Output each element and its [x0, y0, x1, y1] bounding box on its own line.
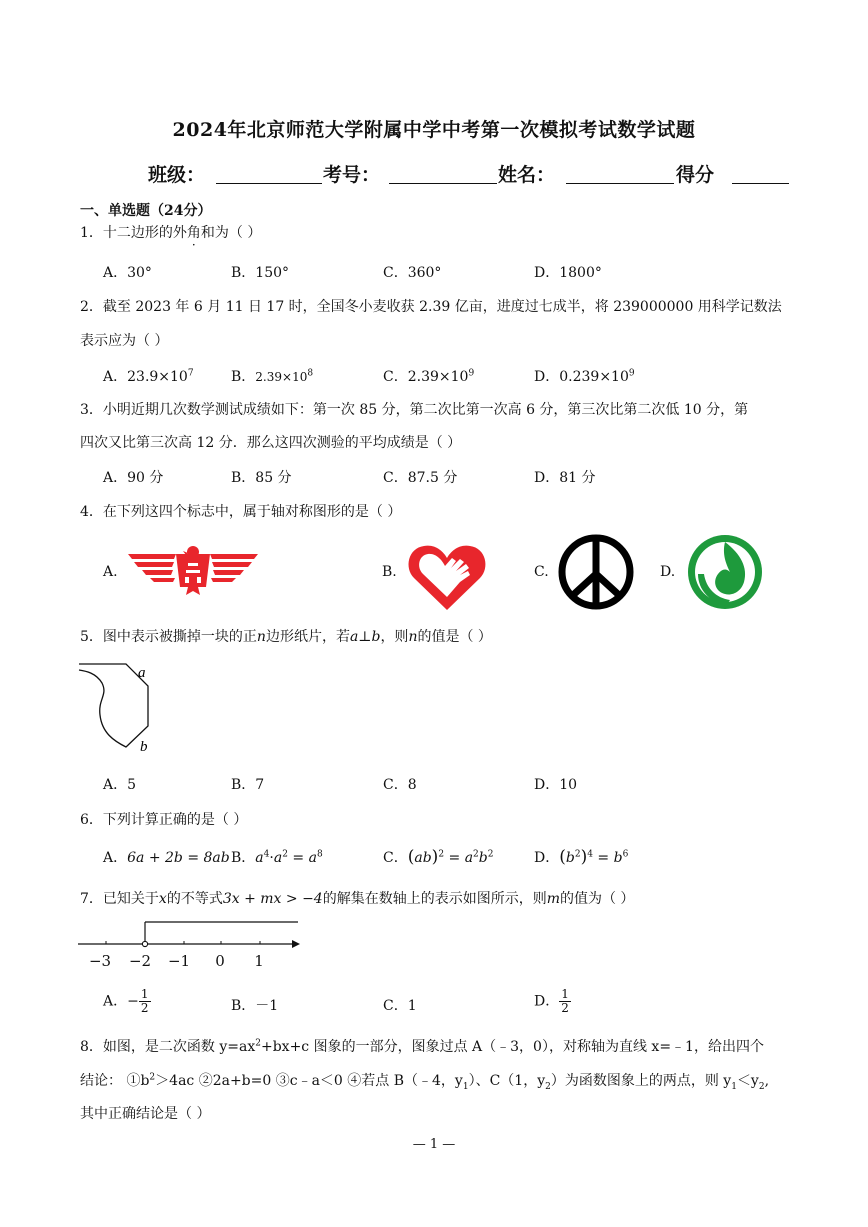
name-blank[interactable]	[566, 183, 674, 184]
exam-no-label: 考号：	[323, 164, 381, 186]
q1-option-d: D．1800°	[534, 265, 602, 281]
q4-option-a: A.	[103, 564, 118, 580]
page-title: 2024年北京师范大学附属中学中考第一次模拟考试数学试题	[172, 119, 696, 141]
tick-label: 1	[254, 952, 264, 970]
class-blank[interactable]	[216, 183, 322, 184]
question-2-line2: 表示应为（ ）	[80, 333, 169, 349]
q7-option-a: A．− $\frac{1}{2}$	[103, 987, 149, 1015]
q7-option-b: B．－1	[231, 998, 279, 1014]
number-line-figure	[78, 918, 303, 972]
q5-option-a: A．5	[103, 777, 137, 793]
q3-option-a: A．90 分	[103, 470, 164, 486]
label-b: b	[140, 739, 148, 755]
class-label: 班级：	[148, 164, 206, 186]
q3-option-c: C．87.5 分	[383, 470, 458, 486]
question-3-line1: 3．小明近期几次数学测试成绩如下：第一次 85 分，第二次比第一次高 6 分，第三次比第二次低 10 分，第	[80, 402, 749, 418]
section-heading: 一、单选题（24分）	[80, 203, 212, 219]
score-label: 得分	[676, 164, 715, 186]
tick-label: −2	[128, 952, 152, 970]
torn-polygon-figure	[78, 655, 158, 755]
question-4: 4．在下列这四个标志中，属于轴对称图形的是（ ）	[80, 504, 402, 520]
question-8-line1: 8．如图，是二次函数 $y=ax^2+bx+c$ 图象的一部分，图象过点 A（﹣3，0），对称轴为直线 x=﹣1，给出四个	[80, 1038, 764, 1055]
q1-option-b: B．150°	[231, 265, 290, 281]
name-label: 姓名：	[498, 164, 556, 186]
page-number: — 1 —	[412, 1137, 456, 1152]
emphasis-dots: 外角和	[172, 225, 215, 241]
tick-label: −3	[88, 952, 112, 970]
heart-hand-logo-icon	[408, 540, 486, 612]
question-1: 1．十二边形的外角和为（ ）	[80, 225, 262, 241]
peace-sign-icon	[557, 534, 635, 610]
label-a: a	[138, 665, 146, 681]
q6-option-a: A．6a + 2b = 8ab	[103, 850, 230, 866]
q3-option-b: B．85 分	[231, 470, 292, 486]
leaf-logo-icon	[686, 534, 764, 610]
q1-option-c: C．360°	[383, 265, 442, 281]
q4-option-b: B.	[382, 564, 397, 580]
q7-option-d: D． $\frac{1}{2}$	[534, 987, 569, 1015]
q2-option-a: A．$23.9\times 10^7$	[103, 368, 194, 385]
tick-label: −1	[167, 952, 191, 970]
q6-option-c: C．$(ab)^2 = a^2b^2$	[383, 847, 494, 867]
q2-option-b: B．$2.39\times 10^8$	[231, 368, 314, 385]
q5-option-d: D．10	[534, 777, 578, 793]
exam-no-blank[interactable]	[389, 183, 497, 184]
score-blank[interactable]	[732, 183, 789, 184]
question-8-line3: 其中正确结论是（ ）	[80, 1106, 211, 1122]
question-8-line2: 结论： $①b^2>4ac$ ②2a+b=0 ③c﹣a＜0 ④若点 B（﹣4，$y_1$）、C（1，$y_2$）为函数图象上的两点，则 $y_1<y_2$,	[80, 1072, 770, 1092]
q2-option-c: C．$2.39\times 10^9$	[383, 368, 475, 385]
question-5: 5．图中表示被撕掉一块的正n边形纸片，若a⊥b，则n的值是（ ）	[80, 629, 492, 645]
q6-option-b: B．$a^4\cdot a^2 = a^8$	[231, 849, 323, 866]
question-3-line2: 四次又比第三次高 12 分．那么这四次测验的平均成绩是（ ）	[80, 435, 462, 451]
q4-option-d: D.	[660, 564, 676, 580]
q5-option-c: C．8	[383, 777, 417, 793]
q1-option-a: A．30°	[103, 265, 152, 281]
q5-option-b: B．7	[231, 777, 265, 793]
question-6: 6．下列计算正确的是（ ）	[80, 812, 248, 828]
q2-option-d: D．$0.239\times 10^9$	[534, 368, 635, 385]
q4-option-c: C.	[534, 564, 549, 580]
tick-label: 0	[215, 952, 225, 970]
q6-option-d: D．$(b^2)^4 = b^6$	[534, 847, 629, 867]
question-2-line1: 2．截至 2023 年 6 月 11 日 17 时，全国冬小麦收获 2.39 亿亩，进度过七成半，将 239000000 用科学记数法	[80, 299, 782, 315]
q3-option-d: D．81 分	[534, 470, 596, 486]
q7-option-c: C．1	[383, 998, 417, 1014]
eagle-logo-icon	[128, 545, 258, 597]
question-7: 7．已知关于x的不等式3x + mx > −4的解集在数轴上的表示如图所示，则m的值为（ ）	[80, 891, 635, 907]
